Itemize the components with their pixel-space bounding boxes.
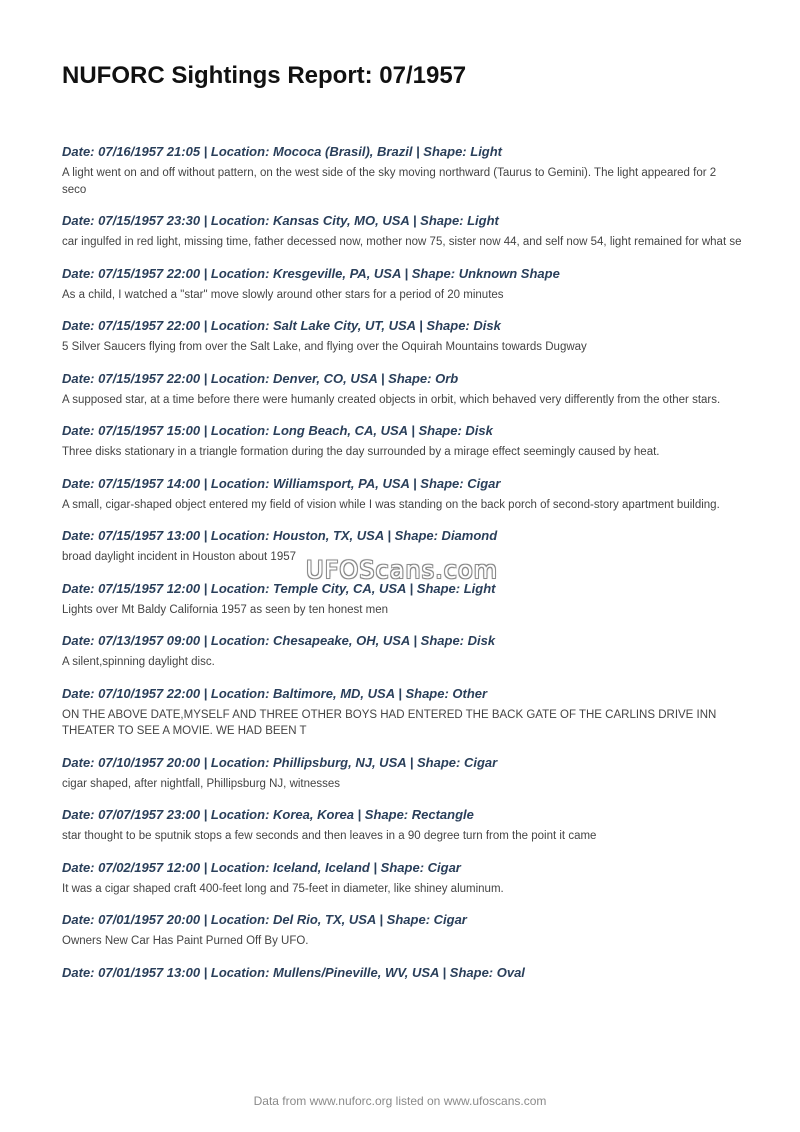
sighting-header: Date: 07/16/1957 21:05 | Location: Mococa (Brasil), Brazil | Shape: Light	[62, 144, 503, 159]
sighting-entry	[62, 265, 742, 304]
sighting-description: ON THE ABOVE DATE,MYSELF AND THREE OTHER BOYS HAD ENTERED THE BACK GATE OF THE CARLINS DRIVE INN THEATER TO SEE A MOVIE. WE HAD BEEN T	[62, 708, 717, 737]
sighting-header: Date: 07/02/1957 12:00 | Location: Iceland, Iceland | Shape: Cigar	[62, 859, 461, 875]
sighting-description: Owners New Car Has Paint Purned Off By UFO.	[62, 935, 309, 947]
sighting-header: Date: 07/15/1957 22:00 | Location: Denver, CO, USA | Shape: Orb	[62, 370, 459, 386]
sighting-header: Date: 07/15/1957 14:00 | Location: Williamsport, PA, USA | Shape: Cigar	[62, 475, 501, 491]
sighting-description: A supposed star, at a time before there were humanly created objects in orbit, which behaved very differently from the other stars.	[62, 393, 721, 406]
sighting-header: Date: 07/07/1957 23:00 | Location: Korea, Korea | Shape: Rectangle	[62, 807, 474, 822]
sighting-header: Date: 07/15/1957 15:00 | Location: Long Beach, CA, USA | Shape: Disk	[62, 423, 493, 438]
watermark: UFOScans.com	[306, 556, 498, 584]
sighting-description: car ingulfed in red light, missing time, father decessed now, mother now 75, sister now 44, and self now 54, light remained for what se	[62, 236, 742, 248]
sighting-description: broad daylight incident in Houston about 1957	[62, 551, 297, 563]
sighting-entry	[62, 754, 742, 793]
sighting-header: Date: 07/15/1957 23:30 | Location: Kansas City, MO, USA | Shape: Light	[62, 213, 499, 228]
sighting-header: Date: 07/01/1957 20:00 | Location: Del Rio, TX, USA | Shape: Cigar	[62, 912, 467, 927]
sighting-header: Date: 07/01/1957 13:00 | Location: Mullens/Pineville, WV, USA | Shape: Oval	[62, 964, 525, 980]
sighting-entry	[62, 212, 742, 251]
sighting-entry	[62, 143, 742, 198]
sighting-entry	[62, 632, 742, 671]
sighting-entry	[62, 580, 742, 619]
sighting-description: It was a cigar shaped craft 400-feet long and 75-feet in diameter, like shiney aluminum.	[62, 882, 504, 895]
sighting-entry	[62, 685, 742, 740]
sighting-header: Date: 07/15/1957 12:00 | Location: Temple City, CA, USA | Shape: Light	[62, 580, 496, 596]
sighting-description: As a child, I watched a "star" move slowly around other stars for a period of 20 minutes	[62, 288, 504, 301]
sighting-entry	[62, 806, 742, 845]
sighting-description: A silent,spinning daylight disc.	[62, 656, 215, 668]
sighting-description: Three disks stationary in a triangle formation during the day surrounded by a mirage effect seemingly caused by heat.	[62, 446, 660, 458]
sighting-description: star thought to be sputnik stops a few seconds and then leaves in a 90 degree turn from the point it came	[62, 830, 597, 842]
sighting-header: Date: 07/13/1957 09:00 | Location: Chesapeake, OH, USA | Shape: Disk	[62, 633, 496, 648]
sighting-header: Date: 07/15/1957 22:00 | Location: Salt Lake City, UT, USA | Shape: Disk	[62, 318, 501, 333]
sighting-description: cigar shaped, after nightfall, Phillipsburg NJ, witnesses	[62, 777, 341, 790]
sighting-header: Date: 07/15/1957 22:00 | Location: Kresgeville, PA, USA | Shape: Unknown Shape	[62, 265, 560, 281]
sighting-entry	[62, 370, 742, 409]
sighting-description: A small, cigar-shaped object entered my field of vision while I was standing on the back porch of second-story apartment building.	[62, 498, 720, 511]
sighting-header: Date: 07/15/1957 13:00 | Location: Houston, TX, USA | Shape: Diamond	[62, 528, 498, 543]
sighting-entry	[62, 475, 742, 514]
sighting-description: 5 Silver Saucers flying from over the Salt Lake, and flying over the Oquirah Mountains towards Dugway	[62, 341, 587, 353]
sighting-entry	[62, 422, 742, 461]
sighting-entry	[62, 911, 742, 950]
sighting-description: A light went on and off without pattern, on the west side of the sky moving northward (Taurus to Gemini). The light appeared for 2 seco	[62, 167, 717, 196]
sighting-header: Date: 07/10/1957 22:00 | Location: Baltimore, MD, USA | Shape: Other	[62, 685, 488, 701]
footer-credit: Data from www.nuforc.org listed on www.ufoscans.com	[253, 1094, 547, 1108]
sighting-description: Lights over Mt Baldy California 1957 as seen by ten honest men	[62, 603, 389, 616]
sighting-header: Date: 07/10/1957 20:00 | Location: Phillipsburg, NJ, USA | Shape: Cigar	[62, 754, 498, 770]
sighting-entry	[62, 964, 742, 981]
page-title: NUFORC Sightings Report: 07/1957	[62, 62, 467, 89]
sighting-entry	[62, 859, 742, 898]
sighting-entry	[62, 317, 742, 356]
